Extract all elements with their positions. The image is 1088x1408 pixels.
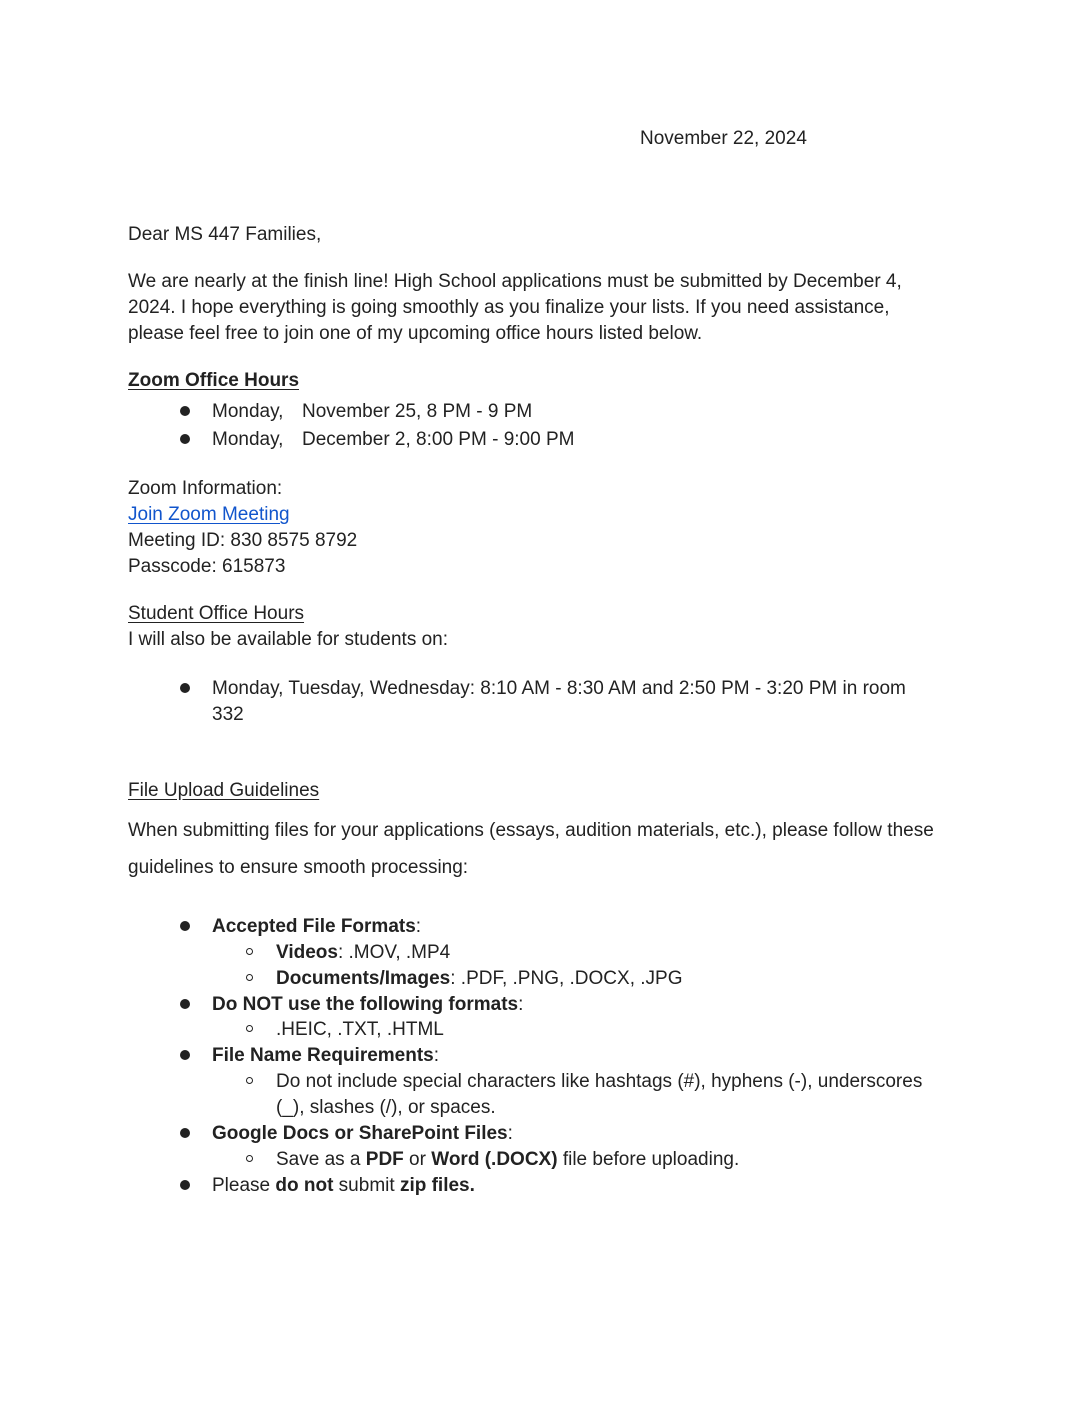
bullet-icon bbox=[180, 999, 190, 1009]
bullet-icon bbox=[180, 434, 190, 444]
file-name-req-line-1: Do not include special characters like hashtags (#), hyphens (-), underscores bbox=[276, 1071, 923, 1092]
upload-intro-line-1: When submitting files for your applications (essays, audition materials, etc.), please follow these bbox=[128, 820, 934, 841]
letter-date: November 22, 2024 bbox=[640, 128, 807, 149]
no-zip-item: Please do not submit zip files. bbox=[212, 1175, 475, 1196]
do-not-use-formats: .HEIC, .TXT, .HTML bbox=[276, 1019, 444, 1040]
student-hours-item-line-2: 332 bbox=[212, 704, 244, 725]
passcode: Passcode: 615873 bbox=[128, 556, 286, 577]
intro-line-3: please feel free to join one of my upcoming office hours listed below. bbox=[128, 323, 703, 344]
bullet-icon bbox=[180, 1050, 190, 1060]
bullet-icon bbox=[180, 406, 190, 416]
student-hours-text: I will also be available for students on: bbox=[128, 629, 449, 650]
student-hours-heading: Student Office Hours bbox=[128, 603, 305, 624]
google-docs-item: Google Docs or SharePoint Files: bbox=[212, 1123, 513, 1144]
intro-line-1: We are nearly at the finish line! High School applications must be submitted by December 4, bbox=[128, 271, 902, 292]
bullet-icon bbox=[180, 921, 190, 931]
bullet-icon bbox=[180, 1180, 190, 1190]
meeting-id: Meeting ID: 830 8575 8792 bbox=[128, 530, 358, 551]
greeting: Dear MS 447 Families, bbox=[128, 224, 322, 245]
sub-bullet-icon bbox=[246, 1077, 253, 1084]
bullet-icon bbox=[180, 683, 190, 693]
sub-bullet-icon bbox=[246, 1025, 253, 1032]
file-name-req-item: File Name Requirements: bbox=[212, 1045, 440, 1066]
documents-item: Documents/Images: .PDF, .PNG, .DOCX, .JPG bbox=[276, 968, 683, 989]
upload-intro-line-2: guidelines to ensure smooth processing: bbox=[128, 857, 469, 878]
upload-heading: File Upload Guidelines bbox=[128, 780, 320, 801]
zoom-hours-heading: Zoom Office Hours bbox=[128, 370, 300, 391]
student-hours-item-line-1: Monday, Tuesday, Wednesday: 8:10 AM - 8:30 AM and 2:50 PM - 3:20 PM in room bbox=[212, 678, 906, 699]
zoom-info-label: Zoom Information: bbox=[128, 478, 283, 499]
bullet-icon bbox=[180, 1128, 190, 1138]
do-not-use-item: Do NOT use the following formats: bbox=[212, 994, 524, 1015]
videos-item: Videos: .MOV, .MP4 bbox=[276, 942, 451, 963]
save-as-item: Save as a PDF or Word (.DOCX) file before uploading. bbox=[276, 1149, 740, 1170]
file-name-req-line-2: (_), slashes (/), or spaces. bbox=[276, 1097, 496, 1118]
zoom-hours-item-2: Monday, December 2, 8:00 PM - 9:00 PM bbox=[212, 429, 575, 450]
zoom-hours-item-1: Monday, November 25, 8 PM - 9 PM bbox=[212, 401, 533, 422]
join-zoom-link[interactable]: Join Zoom Meeting bbox=[128, 504, 290, 525]
intro-line-2: 2024. I hope everything is going smoothly as you finalize your lists. If you need assistance, bbox=[128, 297, 890, 318]
sub-bullet-icon bbox=[246, 1155, 253, 1162]
sub-bullet-icon bbox=[246, 948, 253, 955]
sub-bullet-icon bbox=[246, 974, 253, 981]
accepted-formats-item: Accepted File Formats: bbox=[212, 916, 422, 937]
